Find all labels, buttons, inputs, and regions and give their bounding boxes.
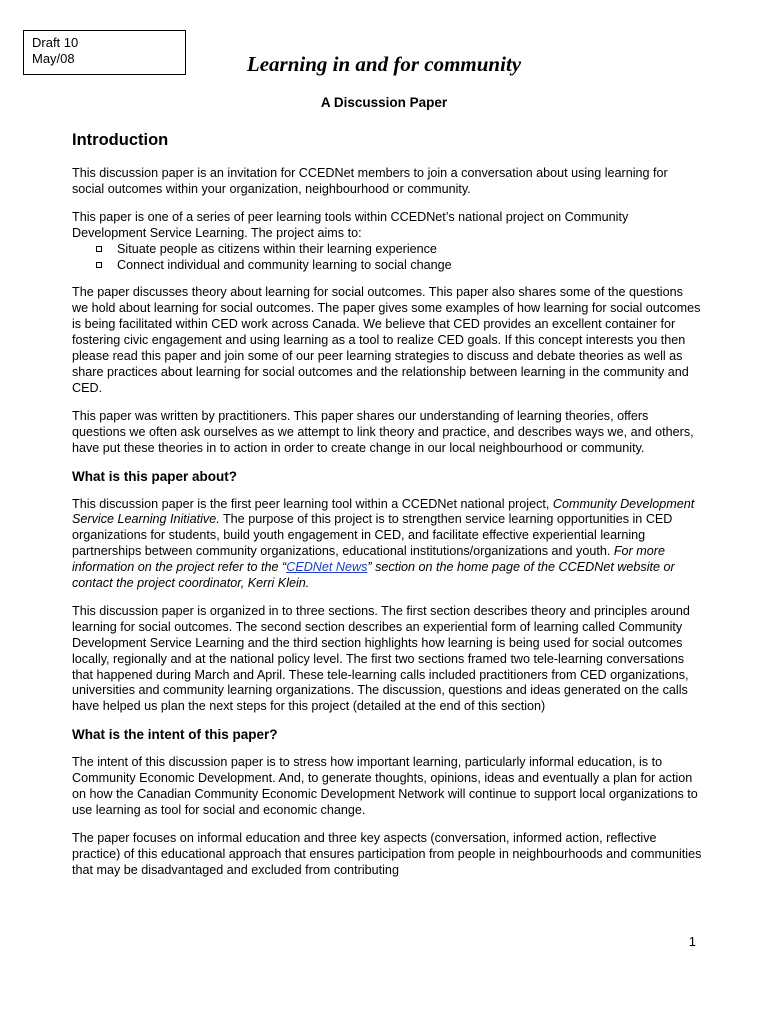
about-paragraph-1: This discussion paper is the first peer learning tool within a CCEDNet national project, Community Development Service Learning Initiative. The purpose of this project is to strengthen service learning opportunities in CED organizations for students, build youth engagement in CED, and facilitate effective experiential learning partnerships between community organizations, educational institutions/organizations and youth. For more information on the project refer to the “CEDNet News” section on the home page of the CCEDNet website or contact the project coordinator, Kerri Klein. — [72, 496, 695, 591]
page-number: 1 — [688, 934, 696, 949]
intro-paragraph-1: This discussion paper is an invitation for CCEDNet members to join a conversation about using learning for social outcomes within your organization, neighbourhood or community. — [72, 166, 668, 196]
square-bullet-icon — [96, 262, 102, 268]
document-title: Learning in and for community — [246, 52, 522, 76]
intent-heading: What is the intent of this paper? — [72, 727, 278, 743]
introduction-heading: Introduction — [72, 131, 169, 149]
list-item: Situate people as citizens within their learning experience — [72, 242, 702, 258]
intent-paragraph-1: The intent of this discussion paper is to stress how important learning, particularly informal education, is to Community Economic Development. And, to generate thoughts, opinions, ideas and eventually a plan for action on how the Canadian Community Economic Development Network will continue to support local organizations to use learning as tool for social and economic change. — [72, 755, 698, 817]
cednet-news-link[interactable]: CEDNet News — [286, 560, 368, 575]
project-aims-list — [72, 242, 702, 274]
intro-paragraph-3: The paper discusses theory about learning for social outcomes. This paper also shares some of the questions we hold about learning for social outcomes. The paper gives some examples of how learning for social outcomes is being facilitated within CED work across Canada. We believe that CED provides an excellent container for fostering civic engagement and using learning as a tool to realize CED goals. If this concept interests you then please read this paper and join some of our peer learning strategies to discuss and debate theories as well as share practices about learning for social outcomes and the relationship between learning in the community and CED. — [72, 285, 701, 395]
intro-paragraph-4: This paper was written by practitioners. This paper shares our understanding of learning theories, offers questions we often ask ourselves as we attempt to link theory and practice, and describes ways we, and others, have put these theories in to action in order to create change in our local neighbourhood or community. — [72, 408, 694, 455]
intent-paragraph-2: The paper focuses on informal education and three key aspects (conversation, informed action, reflective practice) of this educational approach that ensures participation from people in neighbourhoods and communities that may be disadvantaged and excluded from contributing — [72, 830, 702, 877]
draft-number: Draft 10 — [32, 35, 79, 50]
draft-date: May/08 — [32, 51, 75, 66]
document-subtitle: A Discussion Paper — [320, 95, 448, 110]
about-heading: What is this paper about? — [72, 468, 238, 484]
document-body — [72, 130, 702, 891]
square-bullet-icon — [96, 246, 102, 252]
intro-paragraph-2: This paper is one of a series of peer learning tools within CCEDNet’s national project on Community Development Service Learning. The project aims to: — [72, 209, 629, 240]
list-item: Connect individual and community learning to social change — [72, 258, 702, 274]
about-paragraph-2: This discussion paper is organized in to three sections. The first section describes theory and principles around learning for social outcomes. The second section describes an experiential form of learning called Community Development Service Learning and the third section highlights how learning is being used for social outcomes locally, regionally and at the national policy level. The first two sections framed two tele-learning conversations that happened during March and April. These tele-learning calls included practitioners from CED organizations, universities and community learning organizations. The discussion, questions and ideas generated on the calls have helped us plan the next steps for this project (detailed at the end of this section) — [72, 603, 690, 714]
